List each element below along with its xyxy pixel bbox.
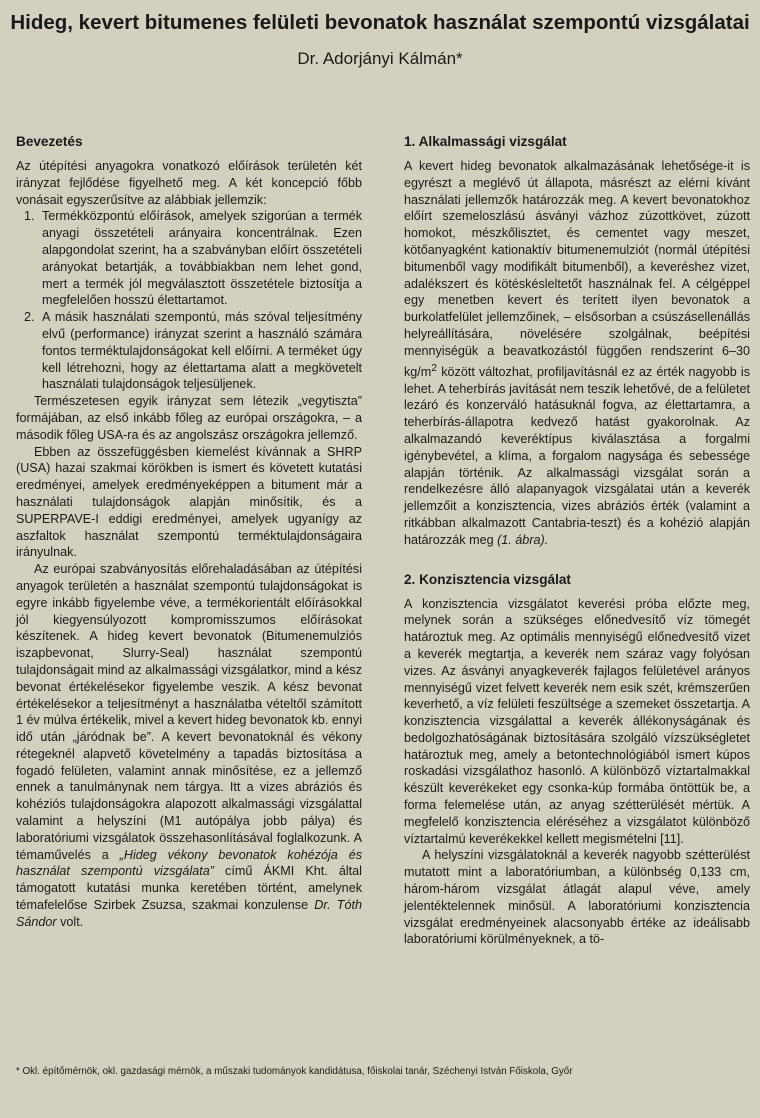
article-title: Hideg, kevert bitumenes felületi bevonatok használat szempontú vizsgálatai (10, 11, 750, 34)
p4-italic-title: „Hideg vékony bevonatok kohézója és használat szempontú vizsgálata” (16, 847, 362, 879)
section-heading-introduction: Bevezetés (16, 134, 83, 149)
consistency-paragraph-1: A konzisztencia vizsgálatot keverési próba előzte meg, melynek során a szükséges előnedvesítő víz tömegét határoztuk meg. Az optimális mennyiségű előnedvesítő vizet a keverék megtartja, a keverék nem száraz vagy folyósan vizes. Az ásványi anyagkeverék fajlagos felületével arányos mennyiségű vizet felvett keverék nem esik szét, krémszerűen keverhető, a víz felületi feszültsége a szemeket összetartja. A konzisztencia vizsgálattal a keverék állékonyságának és bedolgozhatóságának biztosítására szolgáló vízszükségletet határoztuk meg, amely a betontechnológiából ismert kúpos roskadási vizsgálathoz hasonló. A különböző víztartalmakkal készült keverékeket egy csonka-kúp formába öntöttük be, a forma felemelése után, az anyag szétterülését mértük. A megfelelő konzisztencia eléréséhez a vizsgálatot különböző víztartalmú keverékekkel kellett megismételni [11]. (404, 596, 750, 846)
left-column (16, 133, 362, 931)
right-column (404, 133, 750, 948)
intro-paragraph-4 (16, 561, 362, 931)
section-heading-suitability: 1. Alkalmassági vizsgálat (404, 134, 567, 149)
concept-list-item: 1. Termékközpontú előírások, amelyek szigorúan a termék anyagi összetételi arányaira koncentrálnak. Ezen alapgondolat szerint, ha a szabványban előírt összetételi arányokat betartják, a továbbiakban nem lehet gond, mert a termék jól megválasztott összetétele biztosítja a megfelelően hosszú élettartamot. (38, 208, 362, 309)
p4-text-end: volt. (56, 914, 84, 929)
p4-italic-name: Dr. Tóth Sándor (16, 898, 362, 929)
suitability-paragraph (404, 158, 750, 549)
superscript: 2 (431, 361, 438, 374)
p4-text: Az európai szabványosítás előrehaladásában az útépítési anyagok területén a használat szempontú tulajdonságokat is egyre inkább figyelembe véve, a termékorientált előírásokkal jól kiegyensúlyozott kompromisszumos előírásokat készítenek. A hideg kevert bevonatok (Bitumenemulziós iszapbevonat, Slurry-Seal) használat szempontú tulajdonságait mind az alkalmassági vizsgálatkor, mind a kész bevonat értékelésekor figyelembe veszik. A kész bevonat értékelésekor a teljesítményt a használatba vételtől számított 1 év múlva értékelik, mivel a kevert hideg bevonatok kb. ennyi idő után „járódnak be”. A kevert bevonatoknál és vékony rétegeknél alapvető követelmény a tapadás biztosítása a fogadó felületen, valamint annak minősítése, ez a jellemző ennek a tanulmánynak nem tárgya. Itt a vizes abráziós és kohéziós tulajdonságokra alapozott alkalmassági vizsgálattal valamint a helyszíni (M1 autópálya jobb pálya) és laboratóriumi vizsgálatok összehasonlításával foglalkozunk. A témaművelés a (16, 562, 362, 862)
section-heading-consistency: 2. Konzisztencia vizsgálat (404, 571, 571, 587)
concept-list (16, 208, 362, 393)
figure-reference: (1. ábra). (497, 532, 549, 547)
suitability-text-cont: között változhat, profiljavításnál ez az érték nagyobb is lehet. A teherbírás javítását nem teszik lehetővé, de a felületet lezáró és konzerváló hatásuknál fogva, az élettartamra, a teherbírás-állapotra kedvező hatást gyakorolnak. Az alkalmazandó keveréktípus kiválasztása a forgalmi igénybevétel, a klíma, a forgalom nagysága és sebessége alapján történik. Az alkalmassági vizsgálat során a rendelkezésre álló alapanyagok vizsgálatai után a keverék jellemzőit a konzisztencia, vizes abráziós érték (valamint a ritkábban alkalmazott Cantabria-teszt) és a kohézió alapján határozzák meg (404, 364, 750, 547)
p4-text-mid: című ÁKMI Kht. által támogatott kutatási munka keretében történt, amelynek témafelelőse Szirbek Zsuzsa, szakmai konzulense (16, 864, 362, 913)
author-footnote: * Okl. építőmérnök, okl. gazdasági mérnök, a műszaki tudományok kandidátusa, főiskolai tanár, Széchenyi István Főiskola, Győr (16, 1066, 573, 1077)
intro-paragraph-3: Ebben az összefüggésben kiemelést kívánnak a SHRP (USA) hazai szakmai körökben is ismert és követett kutatási eredményei, amelyek eredményeképpen a bitument már a használati tulajdonságok alapján minősítik, és a SUPERPAVE-I eddigi eredményei, amelyek ugyanígy az aszfaltok használat szempontú terméktulajdonságaira irányulnak. (16, 444, 362, 560)
consistency-paragraph-2: A helyszíni vizsgálatoknál a keverék nagyobb szétterülést mutatott mint a laboratóriumban, a különbség 0,133 cm, három-három vizsgálat átlagát alapul véve, amely jelentéktelennek minősül. A laboratóriumi konzisztencia vizsgálat eredményeinek alacsonyabb értéke az ideálisabb laboratóriumi körülményeknek, a tö- (404, 848, 750, 947)
suitability-text: A kevert hideg bevonatok alkalmazásának lehetősége-it is egyrészt a meglévő út állapota, másrészt az elérni kívánt használati jellemzők határozzák meg. A kevert bevonatokhoz előírt szemeloszlású ásványi vázhoz zúzottkövet, zúzott homokot, mészkőlisztet, és cementet vagy meszet, kötőanyagként kationaktív bitumenemulziót (normál útépítési bitumenből vagy modifikált bitumenből), a keveréshez vizet, adalékszert és kötéskésleltetőt használnak fel. A célgéppel egy menetben kevert és terített ilyen bevonatok a burkolatfelület jellemzőinek, – elsősorban a csúszásellenállás helyreállítására, növelésére szolgálnak, beépítési mennyiségük a beavatkozástól függően rendszerint 6–30 kg/m (404, 159, 750, 379)
intro-paragraph-1: Az útépítési anyagokra vonatkozó előírások területén két irányzat fejlődése figyelhető meg. A két koncepció főbb vonásait egyszerűsítve az alábbiak jellemzik: (16, 159, 362, 207)
intro-paragraph-2: Természetesen egyik irányzat sem létezik „vegytiszta” formájában, az első inkább főleg az európai országokra, – a második főleg USA-ra és az angolszász országokra jellemző. (16, 394, 362, 442)
concept-list-item: 2. A másik használati szempontú, más szóval teljesítmény elvű (performance) irányzat szerint a használó számára fontos terméktulajdonságokat kell előírni. A terméket úgy kell létrehozni, hogy az élettartama alatt a megkövetelt használati tulajdonságok teljesüljenek. (38, 309, 362, 393)
article-author: Dr. Adorjányi Kálmán* (297, 49, 463, 68)
